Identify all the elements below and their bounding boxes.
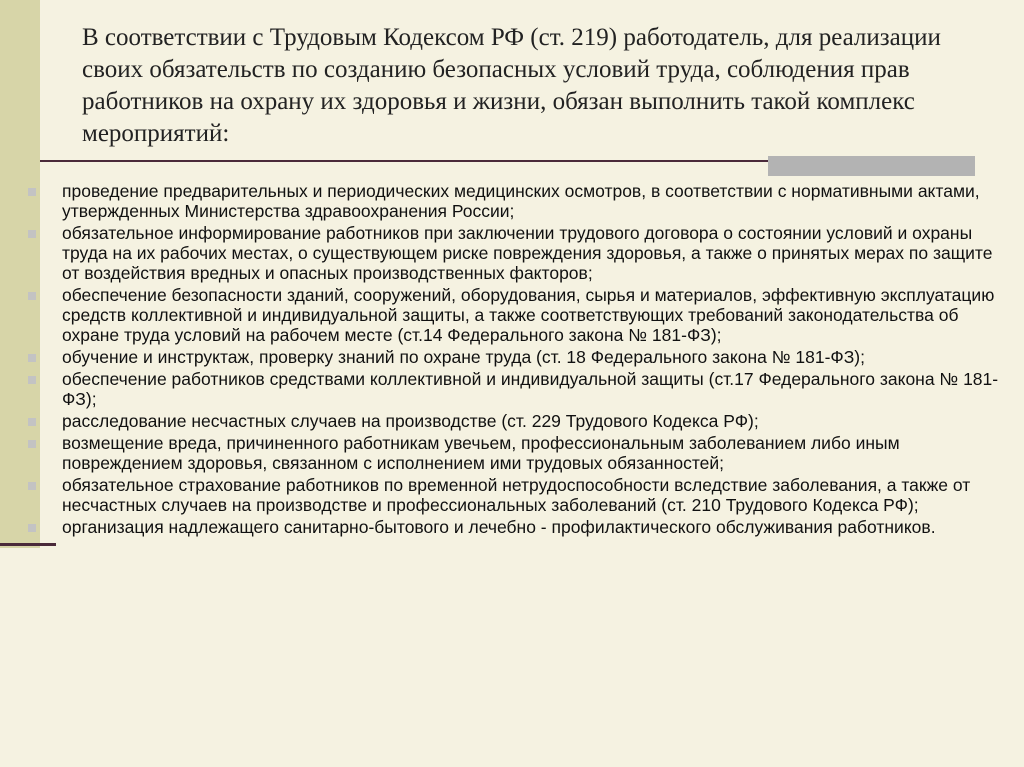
- square-bullet-icon: [28, 354, 36, 362]
- square-bullet-icon: [28, 188, 36, 196]
- measures-list: [28, 181, 1013, 539]
- list-item-text: обучение и инструктаж, проверку знаний по охране труда (ст. 18 Федерального закона № 181-ФЗ);: [62, 347, 865, 367]
- list-item-text: проведение предварительных и периодических медицинских осмотров, в соответствии с нормативными актами, утвержденных Министерства здравоохранения России;: [62, 181, 980, 221]
- list-item: [28, 181, 1013, 221]
- list-item: [28, 285, 1013, 345]
- list-item: [28, 433, 1013, 473]
- slide-title: В соответствии с Трудовым Кодексом РФ (ст. 219) работодатель, для реализации своих обязательств по созданию безопасных условий труда, соблюдения прав работников на охрану их здоровья и жизни, обязан выполнить такой комплекс мероприятий:: [82, 24, 941, 147]
- square-bullet-icon: [28, 524, 36, 532]
- list-item: [28, 411, 1013, 431]
- list-item-text: возмещение вреда, причиненного работникам увечьем, профессиональным заболеванием либо иным повреждением здоровья, связанном с исполнением ими трудовых обязанностей;: [62, 433, 900, 473]
- list-item: [28, 347, 1013, 367]
- square-bullet-icon: [28, 440, 36, 448]
- list-item-text: обязательное страхование работников по временной нетрудоспособности вследствие заболевания, а также от несчастных случаев на производстве и профессиональных заболеваний (ст. 210 Трудового Кодекса РФ);: [62, 475, 971, 515]
- decorative-grey-bar: [768, 156, 975, 176]
- list-item-text: обеспечение работников средствами коллективной и индивидуальной защиты (ст.17 Федерального закона № 181-ФЗ);: [62, 369, 999, 409]
- square-bullet-icon: [28, 418, 36, 426]
- list-item-text: расследование несчастных случаев на производстве (ст. 229 Трудового Кодекса РФ);: [62, 411, 759, 431]
- list-item-text: обеспечение безопасности зданий, сооружений, оборудования, сырья и материалов, эффективную эксплуатацию средств коллективной и индивидуальной защиты, а также соответствующих требований законодательства об охране труда условий на рабочем месте (ст.14 Федерального закона № 181-ФЗ);: [62, 285, 995, 345]
- list-item: [28, 517, 1013, 537]
- list-item-text: организация надлежащего санитарно-бытового и лечебно - профилактического обслуживания работников.: [62, 517, 936, 537]
- list-item: [28, 369, 1013, 409]
- decorative-side-rule: [0, 543, 56, 546]
- square-bullet-icon: [28, 482, 36, 490]
- square-bullet-icon: [28, 376, 36, 384]
- square-bullet-icon: [28, 292, 36, 300]
- list-item: [28, 475, 1013, 515]
- square-bullet-icon: [28, 230, 36, 238]
- list-item-text: обязательное информирование работников при заключении трудового договора о состоянии условий и охраны труда на их рабочих местах, о существующем риске повреждения здоровья, а также о принятых мерах по защите от воздействия вредных и опасных производственных факторов;: [62, 223, 993, 283]
- list-item: [28, 223, 1013, 283]
